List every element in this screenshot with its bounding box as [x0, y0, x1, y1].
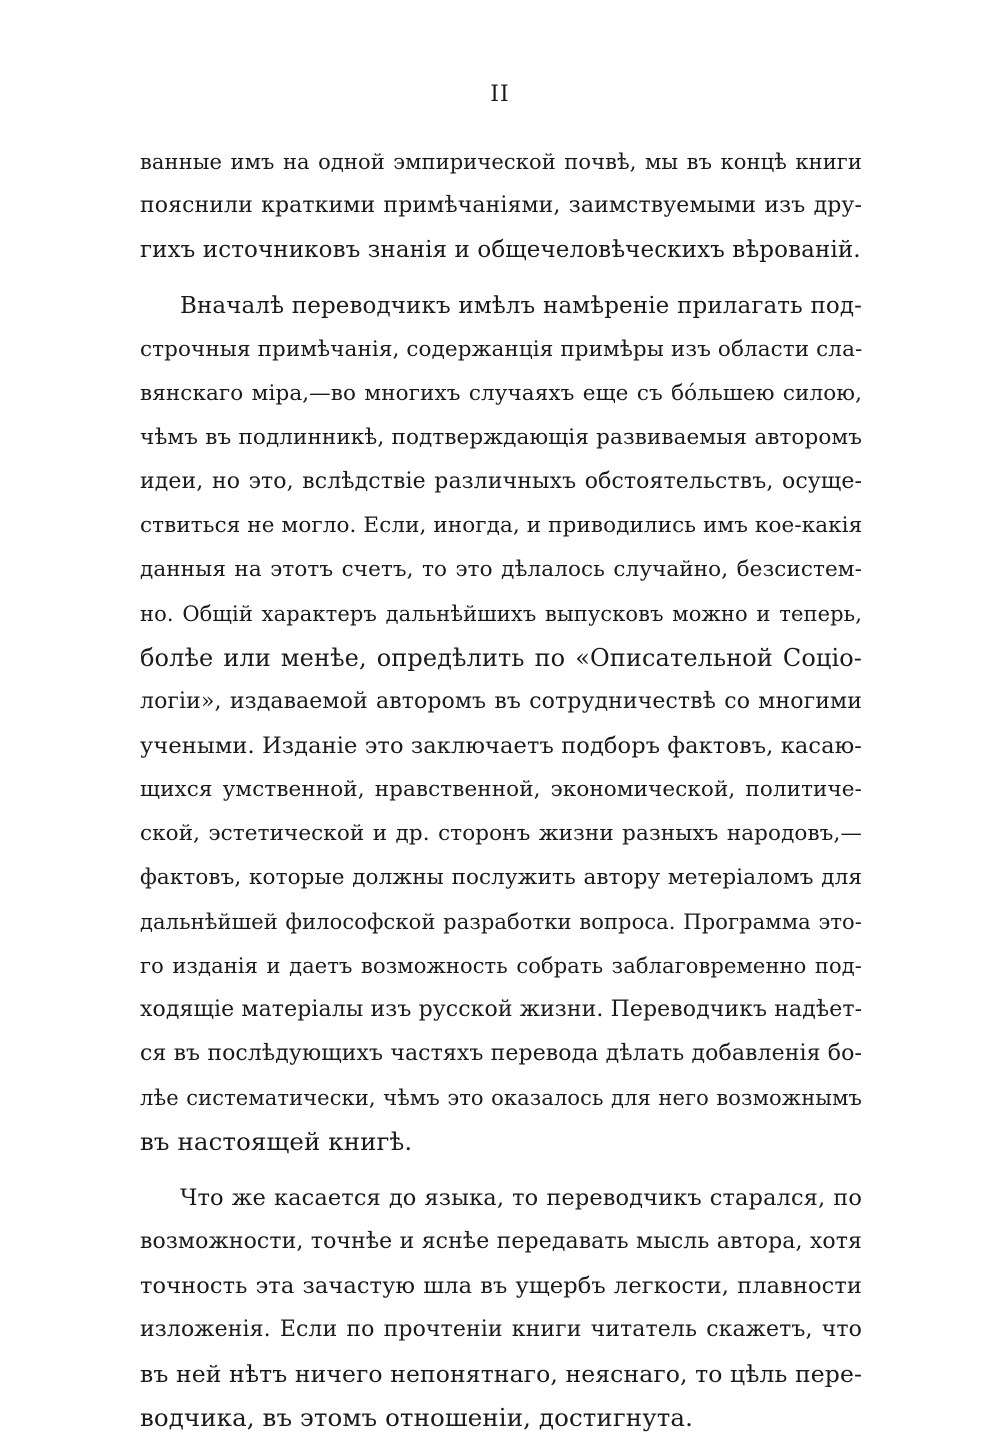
text-line: учеными. Изданіе это заключаетъ подборъ фактовъ, касаю- [140, 733, 862, 759]
text-line: строчныя примѣчанія, содержанція примѣры изъ области сла- [140, 337, 863, 362]
text-line: возможности, точнѣе и яснѣе передавать мысль автора, хотя [140, 1229, 862, 1254]
text-line: данныя на этотъ счетъ, то это дѣлалось случайно, безсистем- [140, 557, 862, 582]
paragraph [140, 284, 862, 1164]
text-line: идеи, но это, вслѣдствіе различныхъ обстоятельствъ, осуще- [140, 469, 862, 494]
text-line: лѣе систематически, чѣмъ это оказалось для него возможнымъ [140, 1086, 862, 1110]
text-line: въ настоящей книгѣ. [140, 1127, 413, 1156]
text-line: въ ней нѣтъ ничего непонятнаго, неяснаго, то цѣль пере- [140, 1360, 862, 1388]
text-line: точность эта зачастую шла въ ущербъ легкости, плавности [140, 1273, 862, 1299]
text-line: но. Общій характеръ дальнѣйшихъ выпусковъ можно и теперь, [140, 602, 862, 626]
text-line: фактовъ, которые должны послужить автору метеріаломъ для [140, 865, 862, 890]
text-line: ванные имъ на одной эмпирической почвѣ, мы въ концѣ книги [140, 150, 862, 174]
text-line: болѣе или менѣе, опредѣлить по «Описательной Соціо- [140, 644, 862, 672]
text-line: ствиться не могло. Если, иногда, и приводились имъ кое-какія [140, 513, 863, 538]
paragraph [140, 1176, 862, 1440]
text-line: водчика, въ этомъ отношеніи, достигнута. [140, 1403, 693, 1432]
text-line: вянскаго міра,—во многихъ случаяхъ еще съ бóльшею силою, [140, 381, 862, 406]
text-line: гихъ источниковъ знанія и общечеловѣческихъ вѣрованій. [140, 237, 861, 263]
paragraph [140, 140, 862, 272]
text-line: дальнѣйшей философской разработки вопроса. Программа это- [140, 910, 862, 934]
text-line: Вначалѣ переводчикъ имѣлъ намѣреніе прилагать под- [180, 293, 862, 319]
text-line: ходящіе матеріалы изъ русской жизни. Переводчикъ надѣет- [140, 997, 863, 1022]
text-line: Что же касается до языка, то переводчикъ старался, по [180, 1185, 862, 1211]
page-number: II [490, 82, 510, 107]
text-line: щихся умственной, нравственной, экономической, политиче- [140, 777, 862, 802]
text-line: изложенія. Если по прочтеніи книги читатель скажетъ, что [140, 1317, 862, 1342]
text-line: ся въ послѣдующихъ частяхъ перевода дѣлать добавленія бо- [140, 1041, 862, 1066]
text-line: го изданія и даетъ возможность собрать заблаговременно под- [140, 954, 862, 978]
text-line: чѣмъ въ подлинникѣ, подтверждающія развиваемыя авторомъ [140, 425, 862, 450]
body-text [140, 140, 862, 1440]
text-line: пояснили краткими примѣчаніями, заимствуемыми изъ дру- [140, 193, 862, 218]
text-line: ской, эстетической и др. сторонъ жизни разныхъ народовъ,— [140, 821, 862, 846]
text-line: логіи», издаваемой авторомъ въ сотрудничествѣ со многими [140, 689, 862, 714]
